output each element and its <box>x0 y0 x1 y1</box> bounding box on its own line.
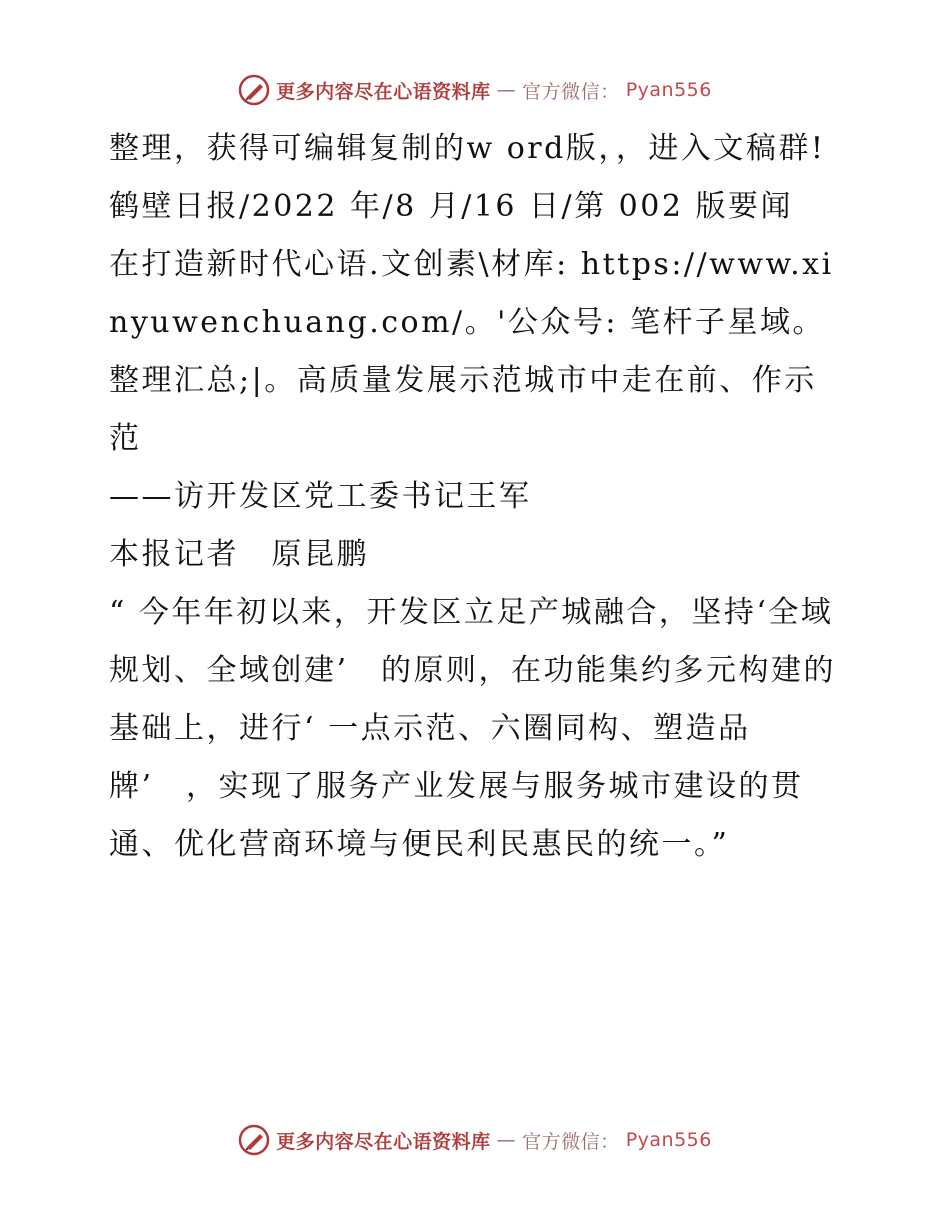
watermark-official-label: 官方微信： <box>522 1130 620 1153</box>
paragraph-intro: 整理，获得可编辑复制的w ord版，，进入文稿群! <box>109 131 826 166</box>
paragraph-quote: “ 今年年初以来，开发区立足产城融合，坚持‘全域规划、全域创建’ 的原则，在功能集约多元构建的基础上，进行‘ 一点示范、六圈同构、塑造品牌’ ，实现了服务产业发展与服务城市建设的贯通、优化营商环境与便民利民惠民的统一。” <box>109 595 837 862</box>
paragraph-byline: 本报记者 原昆鹏 <box>109 537 369 572</box>
footer-watermark <box>0 1120 950 1160</box>
paragraph-subtitle: ——访开发区党工委书记王军 <box>109 479 532 514</box>
document-body <box>97 120 837 874</box>
watermark-handle: Pyan556 <box>625 79 712 101</box>
watermark-official-label: 官方微信： <box>522 80 620 103</box>
watermark-main-text: 更多内容尽在心语资料库 <box>276 1130 491 1153</box>
paragraph-source: 鹤壁日报/2022 年/8 月/16 日/第 002 版要闻 <box>109 189 793 224</box>
watermark-handle: Pyan556 <box>625 1129 712 1151</box>
header-watermark <box>0 70 950 110</box>
pen-seal-logo-icon <box>238 74 270 106</box>
watermark-separator: — <box>496 1129 517 1151</box>
pen-seal-logo-icon <box>238 1124 270 1156</box>
watermark-main-text: 更多内容尽在心语资料库 <box>276 80 491 103</box>
paragraph-title: 在打造新时代心语.文创素\材库: https://www.xinyuwenchuang.com/。'公众号: 笔杆子星域。整理汇总;|。高质量发展示范城市中走在前、作示范 <box>109 247 834 456</box>
watermark-separator: — <box>496 79 517 101</box>
